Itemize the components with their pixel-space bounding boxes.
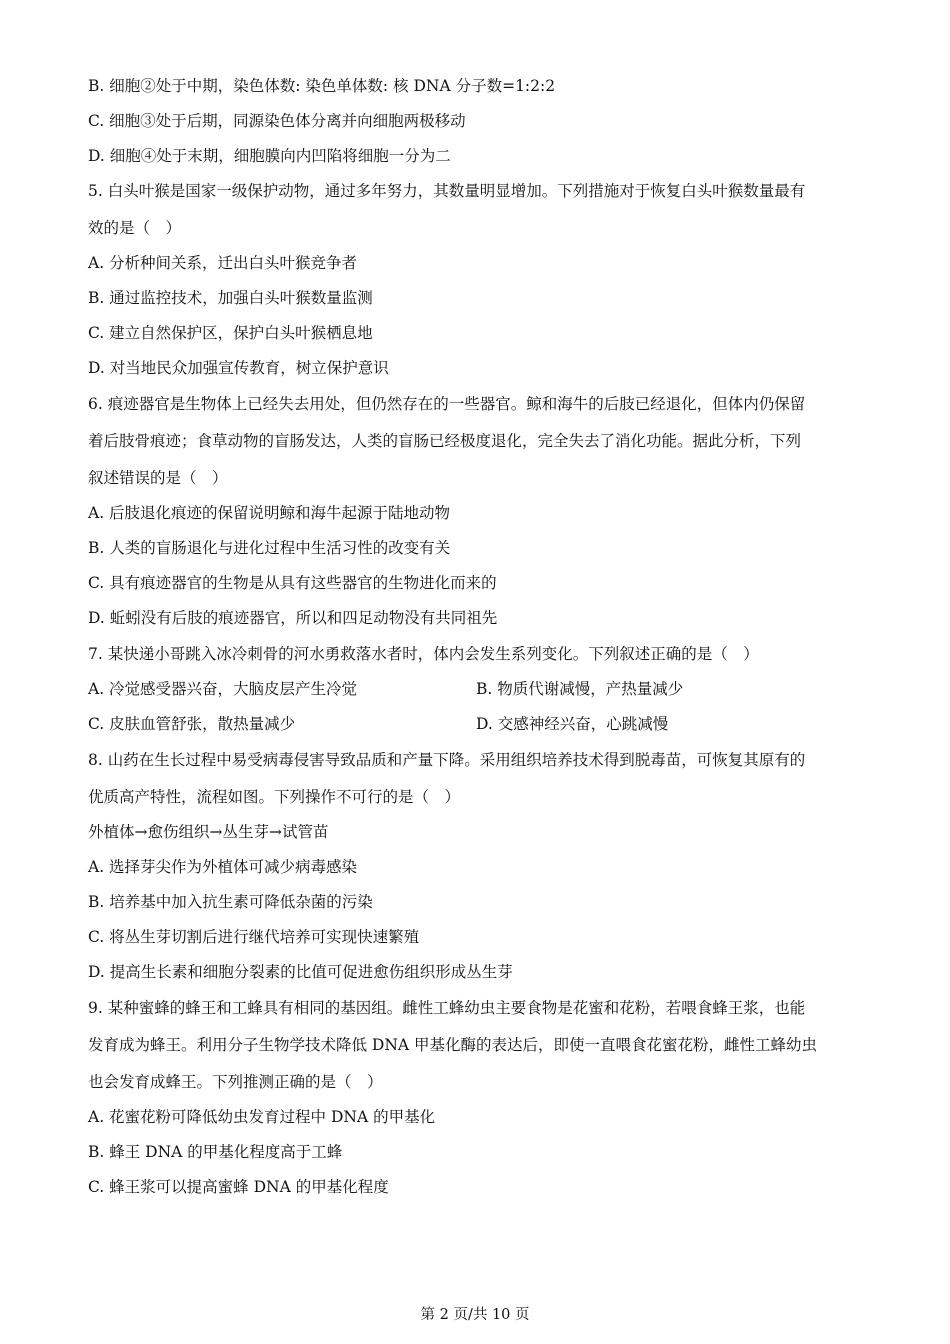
q5-stem-line-1: 5. 白头叶猴是国家一级保护动物，通过多年努力，其数量明显增加。下列措施对于恢复白头叶猴数量最有: [88, 182, 806, 200]
q9-option-a: A. 花蜜花粉可降低幼虫发育过程中 DNA 的甲基化: [88, 1108, 436, 1126]
q4-option-d: D. 细胞④处于末期，细胞膜向内凹陷将细胞一分为二: [88, 147, 451, 165]
q6-option-c: C. 具有痕迹器官的生物是从具有这些器官的生物进化而来的: [88, 574, 497, 592]
page-footer: 第 2 页/共 10 页: [420, 1307, 530, 1323]
q5-option-d: D. 对当地民众加强宣传教育，树立保护意识: [88, 359, 389, 377]
q9-stem-line-3: 也会发育成蜂王。下列推测正确的是（ ）: [88, 1073, 383, 1091]
q9-stem-line-2: 发育成为蜂王。利用分子生物学技术降低 DNA 甲基化酶的表达后，即使一直喂食花蜜花粉，雌性工蜂幼虫: [88, 1036, 818, 1054]
q4-option-c: C. 细胞③处于后期，同源染色体分离并向细胞两极移动: [88, 112, 466, 130]
q8-flow: 外植体→愈伤组织→丛生芽→试管苗: [88, 823, 329, 841]
q5-stem-line-2: 效的是（ ）: [88, 219, 182, 237]
q8-option-d: D. 提高生长素和细胞分裂素的比值可促进愈伤组织形成丛生芽: [88, 963, 513, 981]
q4-option-b: B. 细胞②处于中期，染色体数: 染色单体数: 核 DNA 分子数=1:2:2: [88, 77, 556, 95]
q6-stem-line-1: 6. 痕迹器官是生物体上已经失去用处，但仍然存在的一些器官。鲸和海牛的后肢已经退化，但体内仍保留: [88, 395, 806, 413]
q7-option-c: C. 皮肤血管舒张，散热量减少: [88, 715, 296, 733]
q9-option-c: C. 蜂王浆可以提高蜜蜂 DNA 的甲基化程度: [88, 1178, 389, 1196]
q8-stem-line-2: 优质高产特性，流程如图。下列操作不可行的是（ ）: [88, 788, 461, 806]
q6-option-d: D. 蚯蚓没有后肢的痕迹器官，所以和四足动物没有共同祖先: [88, 609, 498, 627]
q8-option-c: C. 将丛生芽切割后进行继代培养可实现快速繁殖: [88, 928, 420, 946]
q7-option-b: B. 物质代谢减慢，产热量减少: [476, 680, 684, 698]
q8-option-b: B. 培养基中加入抗生素可降低杂菌的污染: [88, 893, 373, 911]
q8-option-a: A. 选择芽尖作为外植体可减少病毒感染: [88, 858, 358, 876]
q5-option-c: C. 建立自然保护区，保护白头叶猴栖息地: [88, 324, 373, 342]
q6-option-b: B. 人类的盲肠退化与进化过程中生活习性的改变有关: [88, 539, 451, 557]
q5-option-a: A. 分析种间关系，迁出白头叶猴竞争者: [88, 254, 358, 272]
q7-option-d: D. 交感神经兴奋，心跳减慢: [476, 715, 669, 733]
q9-option-b: B. 蜂王 DNA 的甲基化程度高于工蜂: [88, 1143, 343, 1161]
q7-stem: 7. 某快递小哥跳入冰冷刺骨的河水勇救落水者时，体内会发生系列变化。下列叙述正确的是（ ）: [88, 645, 759, 663]
q7-option-a: A. 冷觉感受器兴奋，大脑皮层产生冷觉: [88, 680, 358, 698]
q6-option-a: A. 后肢退化痕迹的保留说明鲸和海牛起源于陆地动物: [88, 504, 451, 522]
q6-stem-line-3: 叙述错误的是（ ）: [88, 469, 228, 487]
q8-stem-line-1: 8. 山药在生长过程中易受病毒侵害导致品质和产量下降。采用组织培养技术得到脱毒苗，可恢复其原有的: [88, 751, 806, 769]
q9-stem-line-1: 9. 某种蜜蜂的蜂王和工蜂具有相同的基因组。雌性工蜂幼虫主要食物是花蜜和花粉，若喂食蜂王浆，也能: [88, 999, 806, 1017]
q6-stem-line-2: 着后肢骨痕迹；食草动物的盲肠发达，人类的盲肠已经极度退化，完全失去了消化功能。据此分析，下列: [88, 432, 802, 450]
q5-option-b: B. 通过监控技术，加强白头叶猴数量监测: [88, 289, 373, 307]
